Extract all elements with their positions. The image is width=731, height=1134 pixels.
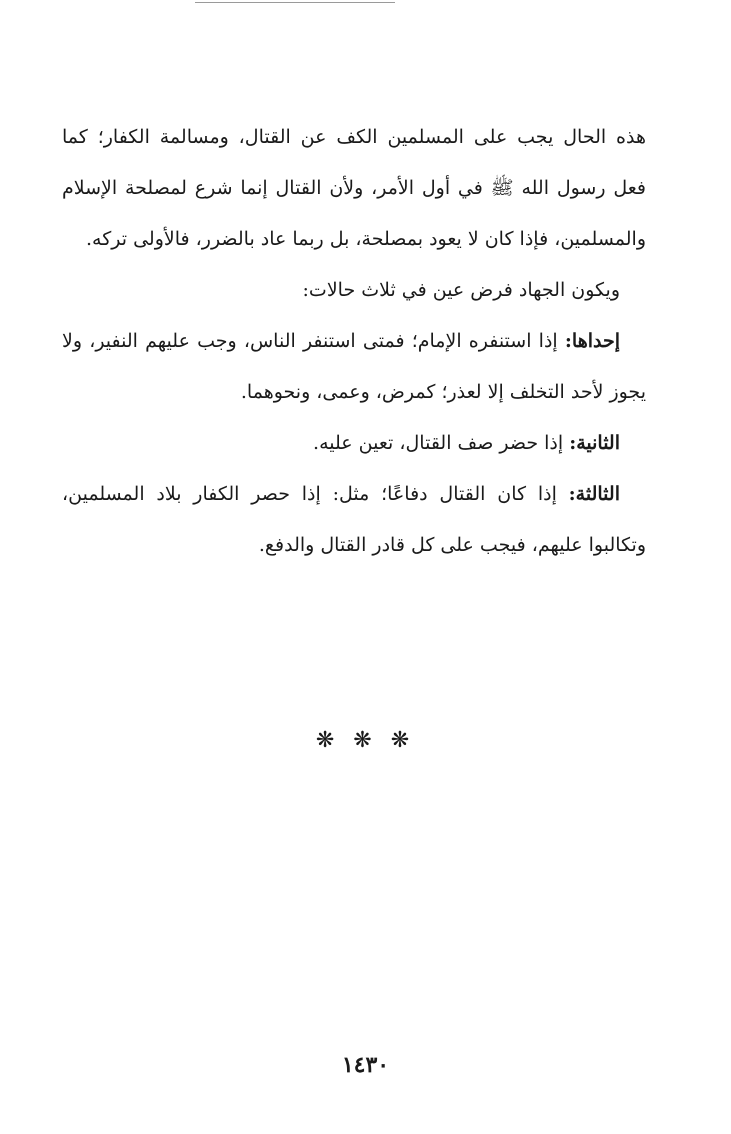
paragraph-lead: إحداها:	[564, 330, 620, 352]
section-separator: ❋ ❋ ❋	[315, 728, 416, 753]
page-number: ١٤٣٠	[341, 1052, 390, 1078]
paragraph	[62, 316, 646, 418]
paragraph-text: إذا حضر صف القتال، تعين عليه.	[313, 432, 570, 454]
paragraph	[62, 469, 646, 571]
paragraph-lead: الثالثة:	[568, 483, 620, 505]
paragraph	[62, 418, 646, 469]
paragraph-text: ويكون الجهاد فرض عين في ثلاث حالات:	[302, 279, 620, 301]
paragraph	[62, 265, 646, 316]
paragraph-lead: الثانية:	[569, 432, 620, 454]
paragraph-text: إذا كان القتال دفاعًا؛ مثل: إذا حصر الكفار بلاد المسلمين، وتكالبوا عليهم، فيجب على كل قادر القتال والدفع.	[62, 483, 646, 556]
top-rule	[195, 2, 395, 3]
paragraph-text: هذه الحال يجب على المسلمين الكف عن القتال، ومسالمة الكفار؛ كما فعل رسول الله ﷺ في أول الأمر، ولأن القتال إنما شرع لمصلحة الإسلام والمسلمين، فإذا كان لا يعود بمصلحة، بل ربما عاد بالضرر، فالأولى تركه.	[62, 126, 646, 250]
body-text	[62, 112, 646, 571]
paragraph-text: إذا استنفره الإمام؛ فمتى استنفر الناس، وجب عليهم النفير، ولا يجوز لأحد التخلف إلا لعذر؛ كمرض، وعمى، ونحوهما.	[62, 330, 646, 403]
paragraph	[62, 112, 646, 265]
